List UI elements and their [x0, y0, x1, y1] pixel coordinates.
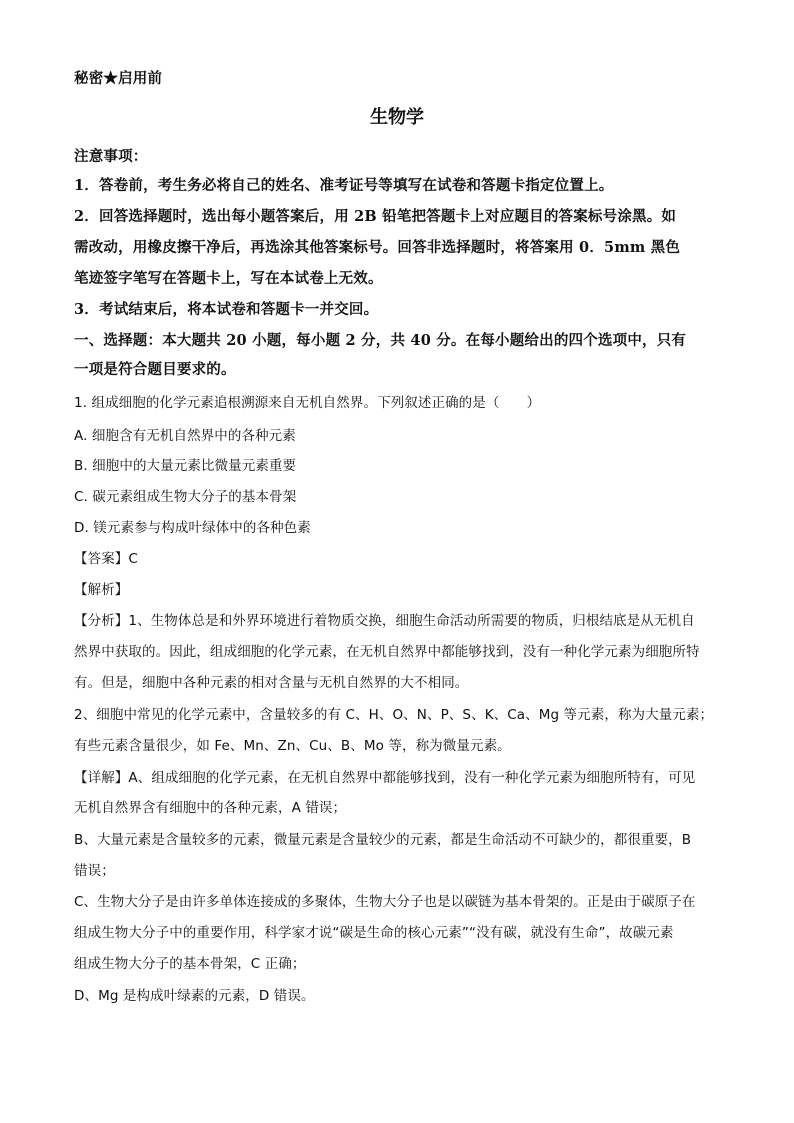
notice-item-1: 1．答卷前，考生务必将自己的姓名、准考证号等填写在试卷和答题卡指定位置上。: [74, 177, 614, 194]
question-stem: 1. 组成细胞的化学元素追根溯源来自无机自然界。下列叙述正确的是（ ）: [74, 395, 541, 411]
notice-item-2-line-3: 笔迹签字笔写在答题卡上，写在本试卷上无效。: [74, 270, 383, 287]
notice-item-2-line-2: 需改动，用橡皮擦干净后，再选涂其他答案标号。回答非选择题时，将答案用 0．5mm 黑色: [74, 239, 681, 256]
option-d: D. 镁元素参与构成叶绿体中的各种色素: [74, 520, 311, 536]
analysis-line: 【详解】A、组成细胞的化学元素，在无机自然界中都能够找到，没有一种化学元素为细胞所特有，可见: [74, 770, 696, 786]
analysis-line: 无机自然界含有细胞中的各种元素，A 错误；: [74, 800, 347, 816]
analysis-line: 组成生物大分子的基本骨架，C 正确；: [74, 956, 306, 972]
analysis-line: C、生物大分子是由许多单体连接成的多聚体，生物大分子也是以碳链为基本骨架的。正是由于碳原子在: [74, 894, 696, 910]
analysis-line: 2、细胞中常见的化学元素中，含量较多的有 C、H、O、N、P、S、K、Ca、Mg 等元素，称为大量元素；: [74, 707, 714, 723]
option-c: C. 碳元素组成生物大分子的基本骨架: [74, 489, 297, 505]
analysis-line: 有。但是，细胞中各种元素的相对含量与无机自然界的大不相同。: [74, 675, 469, 691]
analysis-line: 错误；: [74, 863, 115, 879]
secret-label: 秘密★启用前: [74, 70, 163, 87]
option-b: B. 细胞中的大量元素比微量元素重要: [74, 458, 297, 474]
analysis-heading: 【解析】: [74, 582, 129, 598]
analysis-line: 然界中获取的。因此，组成细胞的化学元素，在无机自然界中都能够找到，没有一种化学元素为细胞所特: [74, 644, 700, 660]
answer-line: 【答案】C: [74, 551, 138, 567]
option-a: A. 细胞含有无机自然界中的各种元素: [74, 428, 296, 444]
analysis-line: 【分析】1、生物体总是和外界环境进行着物质交换，细胞生命活动所需要的物质，归根结底是从无机自: [74, 613, 695, 629]
notice-item-3: 3．考试结束后，将本试卷和答题卡一并交回。: [74, 301, 379, 318]
analysis-line: B、大量元素是含量较多的元素，微量元素是含量较少的元素，都是生命活动不可缺少的，都很重要，B: [74, 832, 692, 848]
page-title: 生物学: [370, 107, 424, 128]
section-heading-line-2: 一项是符合题目要求的。: [74, 361, 236, 378]
analysis-line: D、Mg 是构成叶绿素的元素，D 错误。: [74, 988, 315, 1004]
notice-item-2-line-1: 2．回答选择题时，选出每小题答案后，用 2B 铅笔把答题卡上对应题目的答案标号涂黑。如: [74, 208, 677, 225]
section-heading-line-1: 一、选择题：本大题共 20 小题，每小题 2 分，共 40 分。在每小题给出的四个选项中，只有: [74, 332, 687, 349]
analysis-line: 有些元素含量很少，如 Fe、Mn、Zn、Cu、B、Mo 等，称为微量元素。: [74, 738, 511, 754]
analysis-line: 组成生物大分子中的重要作用，科学家才说“碳是生命的核心元素”“没有碳，就没有生命”，故碳元素: [74, 925, 674, 941]
notice-heading: 注意事项：: [74, 148, 148, 165]
